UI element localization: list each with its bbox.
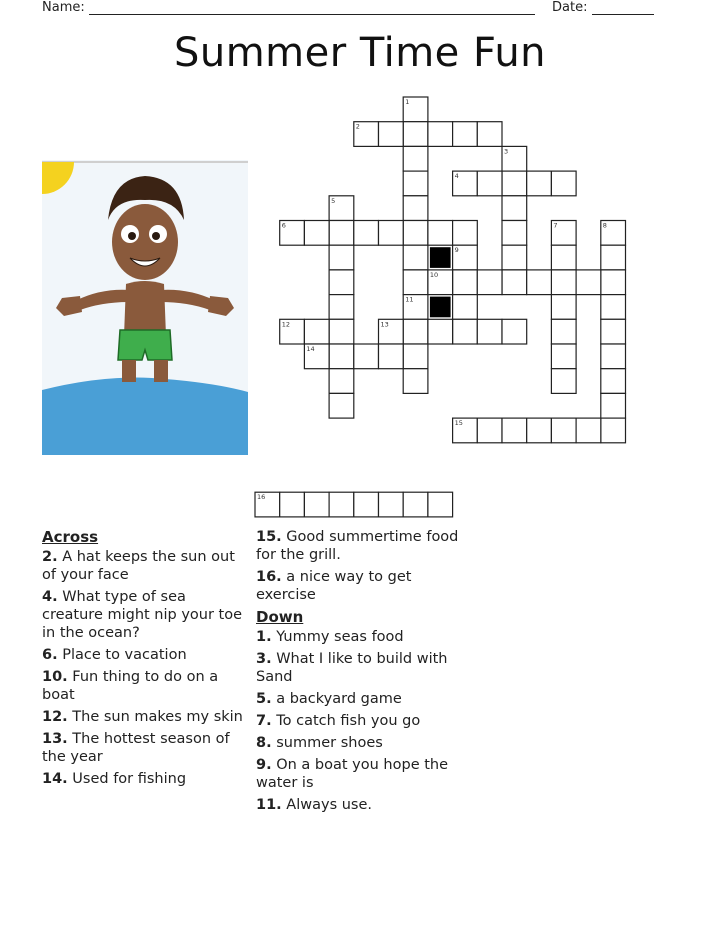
cell-number: 4: [454, 172, 459, 181]
black-cell: [430, 297, 451, 318]
grid-cell[interactable]: [502, 270, 527, 295]
grid-cell[interactable]: [576, 270, 601, 295]
grid-cell[interactable]: [527, 270, 552, 295]
grid-cell[interactable]: [453, 122, 478, 147]
cell-number: 10: [429, 270, 439, 279]
grid-cell[interactable]: [379, 344, 404, 369]
grid-cell[interactable]: [502, 319, 527, 344]
grid-cell[interactable]: [304, 319, 329, 344]
grid-cell[interactable]: [379, 221, 404, 246]
boy-illustration: [42, 160, 248, 455]
across-heading: Across: [42, 528, 99, 546]
grid-cell[interactable]: [403, 146, 428, 171]
clue-across: 10. Fun thing to do on a boat: [42, 669, 219, 703]
cell-number: 15: [454, 419, 463, 428]
page-title: Summer Time Fun: [173, 30, 547, 76]
grid-cell[interactable]: [551, 418, 576, 443]
black-cell: [430, 247, 451, 268]
clue-across: 16. a nice way to get exercise: [256, 569, 412, 603]
grid-cell[interactable]: [551, 344, 576, 369]
clue-down: 8. summer shoes: [256, 735, 383, 751]
grid-cell[interactable]: [601, 344, 626, 369]
grid-cell[interactable]: [304, 221, 329, 246]
grid-cell[interactable]: [329, 344, 354, 369]
cell-number: 11: [405, 295, 414, 304]
date-label: Date:: [552, 0, 588, 15]
grid-cell[interactable]: [576, 418, 601, 443]
grid-cell[interactable]: [527, 171, 552, 196]
grid-cell[interactable]: [477, 319, 502, 344]
cell-number: 13: [380, 320, 389, 329]
clue-down: 11. Always use.: [256, 797, 373, 813]
grid-cell[interactable]: [601, 295, 626, 320]
cell-number: 6: [281, 221, 286, 230]
grid-cell[interactable]: [453, 221, 478, 246]
clue-down: 7. To catch fish you go: [256, 713, 421, 729]
grid-cell[interactable]: [329, 393, 354, 418]
clue-across: 14. Used for fishing: [42, 771, 187, 787]
cell-number: 5: [331, 196, 336, 205]
clue-down: 3. What I like to build with Sand: [256, 651, 448, 685]
clues-left-column: [42, 528, 247, 792]
cell-number: 12: [281, 320, 290, 329]
grid-cell[interactable]: [551, 295, 576, 320]
cell-number: 2: [355, 122, 360, 131]
grid-cell[interactable]: [551, 369, 576, 394]
cell-number: 1: [405, 98, 410, 106]
grid-cell[interactable]: [527, 418, 552, 443]
grid-cell[interactable]: [453, 270, 478, 295]
grid-cell[interactable]: [329, 270, 354, 295]
grid-cell[interactable]: [477, 270, 502, 295]
date-line[interactable]: [592, 2, 654, 15]
grid-cell[interactable]: [477, 418, 502, 443]
cell-number: 8: [602, 221, 607, 230]
cell-number: 3: [504, 147, 509, 156]
grid-cell[interactable]: [329, 221, 354, 246]
grid-cell[interactable]: [280, 492, 305, 517]
clues-right-column: [256, 528, 461, 818]
grid-cell[interactable]: [453, 295, 478, 320]
grid-cell[interactable]: [601, 369, 626, 394]
grid-cell[interactable]: [403, 196, 428, 221]
grid-cell[interactable]: [329, 492, 354, 517]
grid-cell[interactable]: [428, 122, 453, 147]
grid-cell[interactable]: [403, 221, 428, 246]
grid-cell[interactable]: [354, 221, 379, 246]
date-field: [552, 0, 654, 15]
cell-number: 16: [257, 493, 266, 502]
grid-cell[interactable]: [551, 245, 576, 270]
clue-across: 12. The sun makes my skin: [42, 709, 243, 725]
grid-cell[interactable]: [379, 492, 404, 517]
grid-cell[interactable]: [329, 245, 354, 270]
grid-cell[interactable]: [453, 319, 478, 344]
clue-down: 9. On a boat you hope the water is: [256, 757, 449, 791]
name-field: [42, 0, 535, 15]
grid-cell[interactable]: [601, 319, 626, 344]
grid-cell[interactable]: [477, 122, 502, 147]
clue-across: 15. Good summertime food for the grill.: [256, 529, 459, 563]
grid-cell[interactable]: [502, 418, 527, 443]
down-heading: Down: [256, 608, 304, 626]
grid-cell[interactable]: [304, 492, 329, 517]
grid-cell[interactable]: [502, 221, 527, 246]
grid-cell[interactable]: [403, 270, 428, 295]
clue-across: 4. What type of sea creature might nip your toe in the ocean?: [42, 589, 243, 641]
clue-down: 1. Yummy seas food: [256, 629, 404, 645]
grid-cell[interactable]: [403, 245, 428, 270]
grid-cell[interactable]: [329, 369, 354, 394]
grid-cell[interactable]: [551, 171, 576, 196]
grid-cell[interactable]: [403, 171, 428, 196]
grid-cell[interactable]: [428, 319, 453, 344]
grid-cell[interactable]: [601, 418, 626, 443]
name-label: Name:: [42, 0, 85, 15]
grid-cell[interactable]: [403, 344, 428, 369]
grid-cell[interactable]: [403, 369, 428, 394]
grid-cell[interactable]: [502, 171, 527, 196]
grid-cell[interactable]: [601, 245, 626, 270]
clue-across: 13. The hottest season of the year: [42, 731, 230, 765]
grid-cell[interactable]: [329, 319, 354, 344]
cell-number: 9: [454, 246, 459, 255]
name-line[interactable]: [89, 2, 535, 15]
grid-cell[interactable]: [477, 171, 502, 196]
grid-cell[interactable]: [379, 122, 404, 147]
cell-number: 14: [306, 345, 315, 353]
clue-down: 5. a backyard game: [256, 691, 402, 707]
grid-cell[interactable]: [428, 221, 453, 246]
cell-number: 7: [553, 221, 558, 230]
clue-across: 2. A hat keeps the sun out of your face: [42, 549, 235, 583]
grid-cell[interactable]: [601, 270, 626, 295]
grid-cell[interactable]: [428, 492, 453, 517]
grid-cell[interactable]: [502, 196, 527, 221]
grid-cell[interactable]: [551, 319, 576, 344]
water-shape: [42, 378, 248, 456]
grid-cell[interactable]: [502, 245, 527, 270]
grid-cell[interactable]: [329, 295, 354, 320]
grid-cell[interactable]: [403, 492, 428, 517]
grid-cell[interactable]: [403, 122, 428, 147]
grid-cell[interactable]: [601, 393, 626, 418]
clue-across: 6. Place to vacation: [42, 647, 187, 663]
grid-cell[interactable]: [354, 344, 379, 369]
grid-cell[interactable]: [354, 492, 379, 517]
grid-cell[interactable]: [551, 270, 576, 295]
grid-cell[interactable]: [403, 319, 428, 344]
